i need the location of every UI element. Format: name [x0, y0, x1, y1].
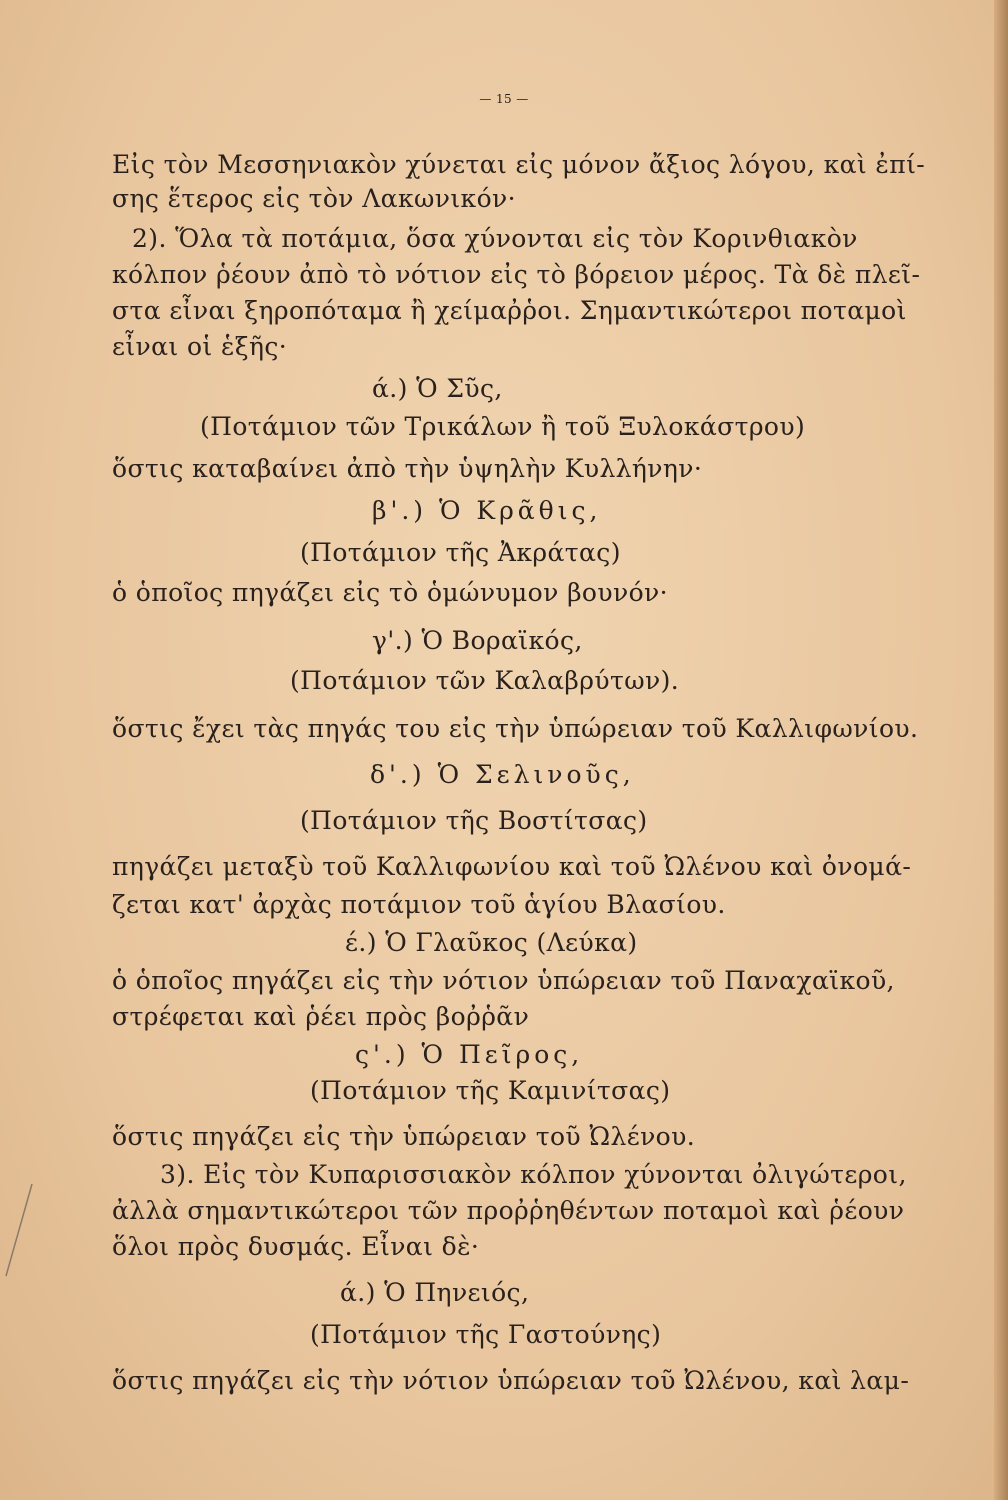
text-line-18: πηγάζει μεταξὺ τοῦ Καλλιφωνίου καὶ τοῦ Ὠλένου καὶ ὀνομά-: [112, 852, 912, 881]
river-subtitle-krathis: (Ποτάμιον τῆς Ἀκράτας): [300, 538, 621, 567]
text-line-12: ὁ ὁποῖος πηγάζει εἰς τὸ ὁμώνυμον βουνόν·: [112, 578, 668, 607]
river-heading-glaukos: έ.) Ὁ Γλαῦκος (Λεύκα): [345, 928, 638, 957]
page-edge-shadow: [994, 0, 1008, 1500]
river-subtitle-sys: (Ποτάμιον τῶν Τρικάλων ἢ τοῦ Ξυλοκάστρου): [200, 412, 806, 441]
river-subtitle-peiros: (Ποτάμιον τῆς Καμινίτσας): [310, 1076, 671, 1105]
river-heading-peiros: ς'.) Ὁ Πεῖρος,: [355, 1040, 584, 1069]
river-subtitle-selinous: (Ποτάμιον τῆς Βοστίτσας): [300, 806, 648, 835]
river-subtitle-pineios: (Ποτάμιον τῆς Γαστούνης): [310, 1320, 662, 1349]
river-subtitle-voraikos: (Ποτάμιον τῶν Καλαβρύτων).: [290, 666, 680, 695]
text-line-26: 3). Εἰς τὸν Κυπαρισσιακὸν κόλπον χύνονται ὀλιγώτεροι,: [160, 1160, 907, 1189]
text-line-19: ζεται κατ' ἀρχὰς ποτάμιον τοῦ ἁγίου Βλασίου.: [112, 890, 726, 919]
text-line-21: ὁ ὁποῖος πηγάζει εἰς τὴν νότιον ὑπώρειαν τοῦ Παναχαϊκοῦ,: [112, 966, 895, 995]
text-line-1: Εἰς τὸν Μεσσηνιακὸν χύνεται εἰς μόνον ἄξιος λόγου, καὶ ἐπί-: [112, 150, 926, 179]
text-line-31: ὅστις πηγάζει εἰς τὴν νότιον ὑπώρειαν τοῦ Ὠλένου, καὶ λαμ-: [112, 1366, 910, 1395]
text-line-4: κόλπον ῥέουν ἀπὸ τὸ νότιον εἰς τὸ βόρειον μέρος. Τὰ δὲ πλεῖ-: [112, 260, 921, 289]
text-line-3: 2). Ὅλα τὰ ποτάμια, ὅσα χύνονται εἰς τὸν Κορινθιακὸν: [132, 224, 858, 253]
text-line-15: ὅστις ἔχει τὰς πηγάς του εἰς τὴν ὑπώρειαν τοῦ Καλλιφωνίου.: [112, 714, 919, 743]
text-line-9: ὅστις καταβαίνει ἀπὸ τὴν ὑψηλὴν Κυλλήνην·: [112, 454, 703, 483]
margin-pencil-mark: [0, 1180, 40, 1280]
text-line-5: στα εἶναι ξηροπόταμα ἢ χείμαῤῥοι. Σημαντικώτεροι ποταμοὶ: [112, 296, 907, 325]
river-heading-voraikos: γ'.) Ὁ Βοραϊκός,: [372, 626, 583, 655]
river-heading-selinous: δ'.) Ὁ Σελινοῦς,: [370, 760, 635, 789]
river-heading-krathis: β'.) Ὁ Κρᾶθις,: [372, 496, 602, 525]
text-line-25: ὅστις πηγάζει εἰς τὴν ὑπώρειαν τοῦ Ὠλένου.: [112, 1122, 696, 1151]
page-number: — 15 —: [479, 92, 529, 106]
text-line-22: στρέφεται καὶ ῥέει πρὸς βοῤῥᾶν: [112, 1002, 530, 1031]
river-heading-pineios: ά.) Ὁ Πηνειός,: [340, 1278, 530, 1307]
text-line-6: εἶναι οἱ ἑξῆς·: [112, 332, 288, 361]
text-line-28: ὅλοι πρὸς δυσμάς. Εἶναι δὲ·: [112, 1232, 480, 1261]
text-line-27: ἀλλὰ σημαντικώτεροι τῶν προῤῥηθέντων ποταμοὶ καὶ ῥέουν: [112, 1196, 905, 1225]
river-heading-sys: ά.) Ὁ Σῦς,: [372, 374, 503, 403]
text-line-2: σης ἕτερος εἰς τὸν Λακωνικόν·: [112, 184, 516, 213]
